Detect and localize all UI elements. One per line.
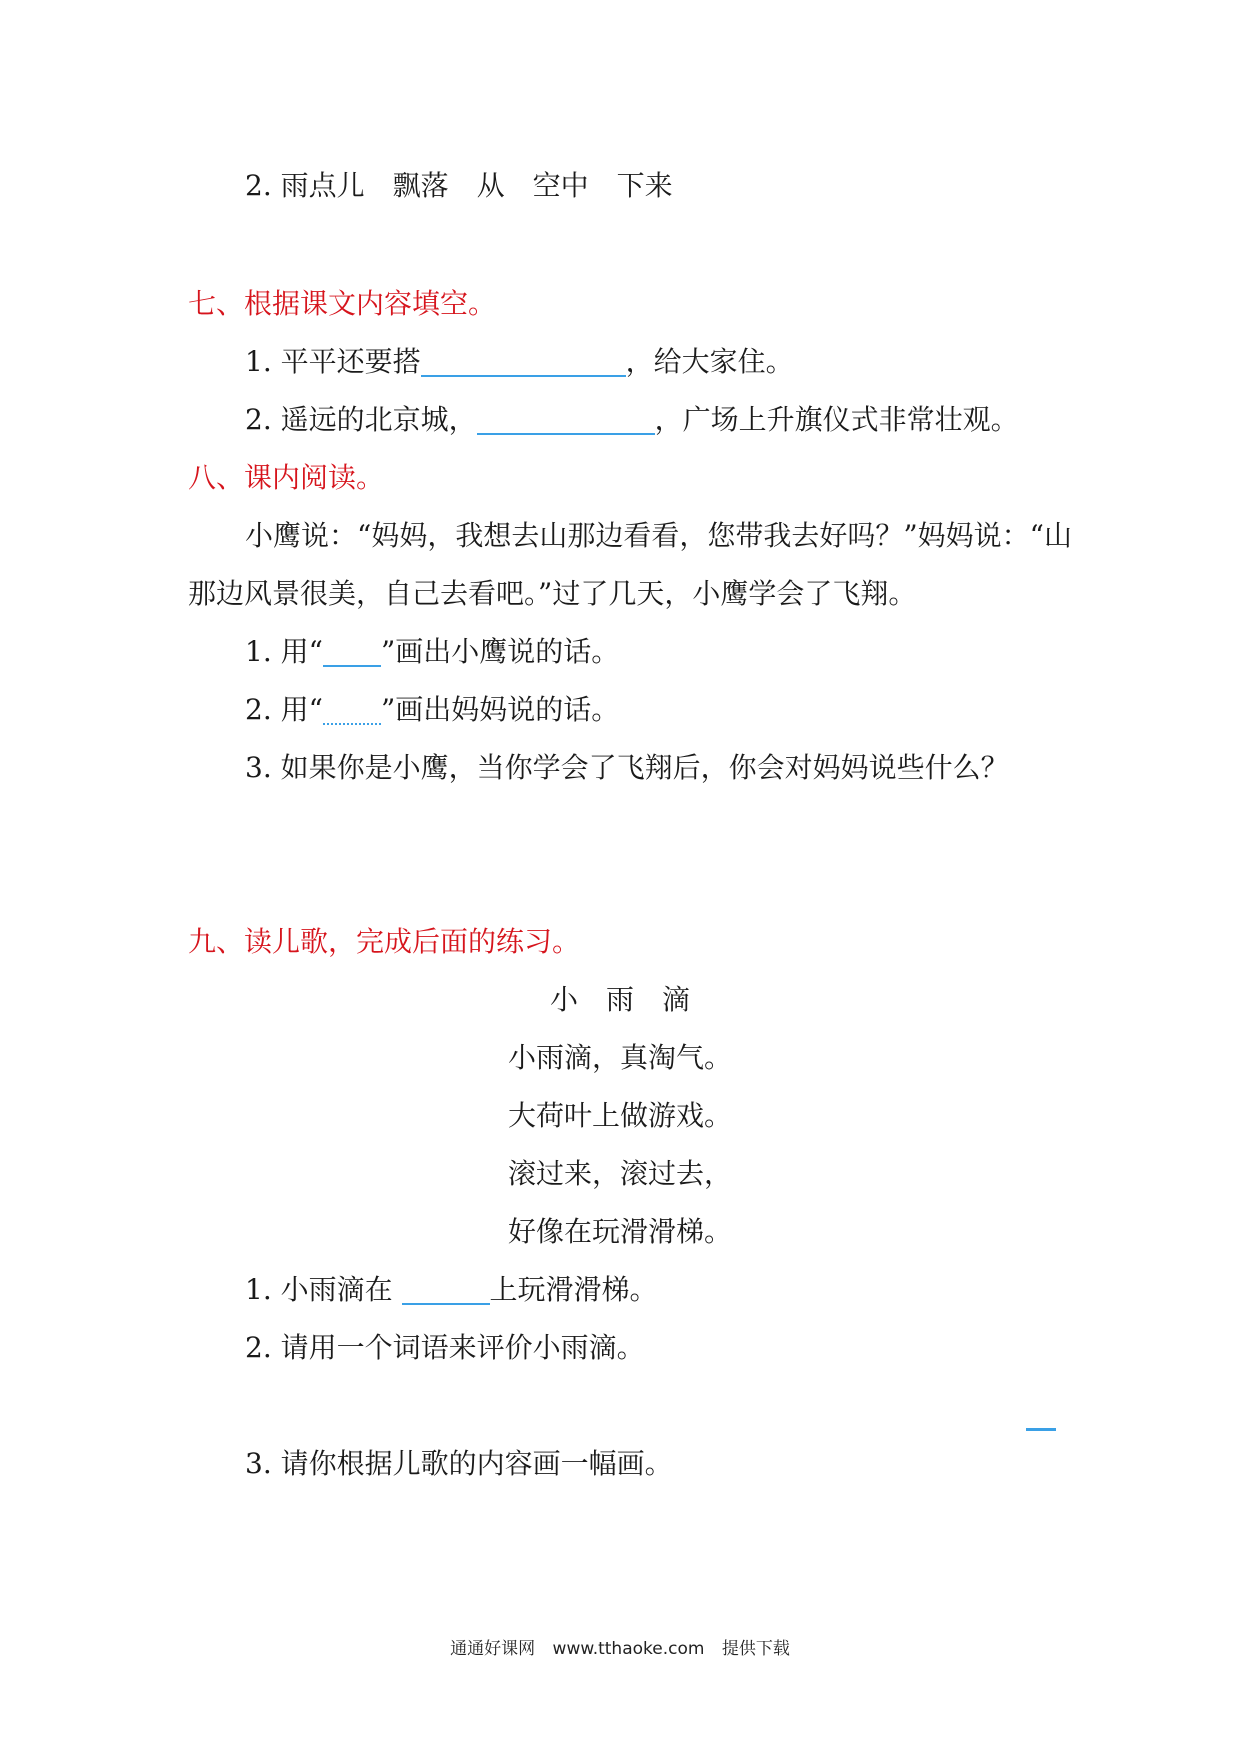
poem-line-2: 大荷叶上做游戏。 — [507, 1099, 732, 1132]
poem-line-4: 好像在玩滑滑梯。 — [507, 1215, 732, 1248]
q9-item-1 — [245, 1270, 658, 1310]
poem-line-3: 滚过来，滚过去， — [507, 1157, 732, 1190]
q7-item-2-suffix: ，广场上升旗仪式非常壮观。 — [654, 403, 1019, 436]
q7-item-2-blank[interactable] — [477, 403, 655, 435]
q7-item-1-suffix: ，给大家住。 — [625, 345, 794, 378]
wavy-underline-sample — [323, 693, 381, 725]
q8-item-1-suffix: ”画出小鹰说的话。 — [380, 635, 620, 668]
q8-item-2 — [245, 690, 619, 730]
footer-url[interactable]: www.tthaoke.com — [552, 1639, 705, 1659]
q9-item-1-blank[interactable] — [402, 1273, 490, 1305]
footer-site-name: 通通好课网 — [450, 1639, 536, 1659]
q8-item-2-prefix: 2. 用“ — [245, 693, 323, 726]
q7-item-2-prefix: 2. 遥远的北京城， — [245, 403, 477, 436]
q8-passage-line-2: 那边风景很美，自己去看吧。”过了几天，小鹰学会了飞翔。 — [188, 577, 917, 610]
q8-item-1 — [245, 632, 619, 672]
footer-suffix: 提供下载 — [721, 1639, 790, 1659]
poem-line-1: 小雨滴，真淘气。 — [507, 1041, 732, 1074]
section-8-heading: 八、课内阅读。 — [188, 461, 385, 494]
footer — [0, 1634, 1240, 1659]
q9-item-1-prefix: 1. 小雨滴在 — [245, 1273, 393, 1306]
q7-item-1 — [245, 342, 794, 382]
q8-item-1-prefix: 1. 用“ — [245, 635, 323, 668]
poem-title: 小 雨 滴 — [549, 983, 690, 1016]
q7-item-1-prefix: 1. 平平还要搭 — [245, 345, 421, 378]
q8-passage-line-1: 小鹰说：“妈妈，我想去山那边看看，您带我去好吗？”妈妈说：“山 — [245, 519, 1072, 552]
q9-item-2: 2. 请用一个词语来评价小雨滴。 — [245, 1331, 645, 1364]
q8-item-3: 3. 如果你是小鹰，当你学会了飞翔后，你会对妈妈说些什么？ — [245, 751, 1009, 784]
q8-item-2-suffix: ”画出妈妈说的话。 — [380, 693, 620, 726]
section-9-heading: 九、读儿歌，完成后面的练习。 — [188, 925, 581, 958]
q7-item-2 — [245, 400, 1019, 440]
q9-item-3: 3. 请你根据儿歌的内容画一幅画。 — [245, 1447, 673, 1480]
straight-underline-sample — [323, 635, 381, 667]
answer-line-mark — [1026, 1428, 1056, 1431]
q9-item-1-suffix: 上玩滑滑梯。 — [489, 1273, 658, 1306]
q6-item-2: 2. 雨点儿 飘落 从 空中 下来 — [245, 169, 673, 202]
q7-item-1-blank[interactable] — [421, 345, 626, 377]
section-7-heading: 七、根据课文内容填空。 — [188, 287, 497, 320]
